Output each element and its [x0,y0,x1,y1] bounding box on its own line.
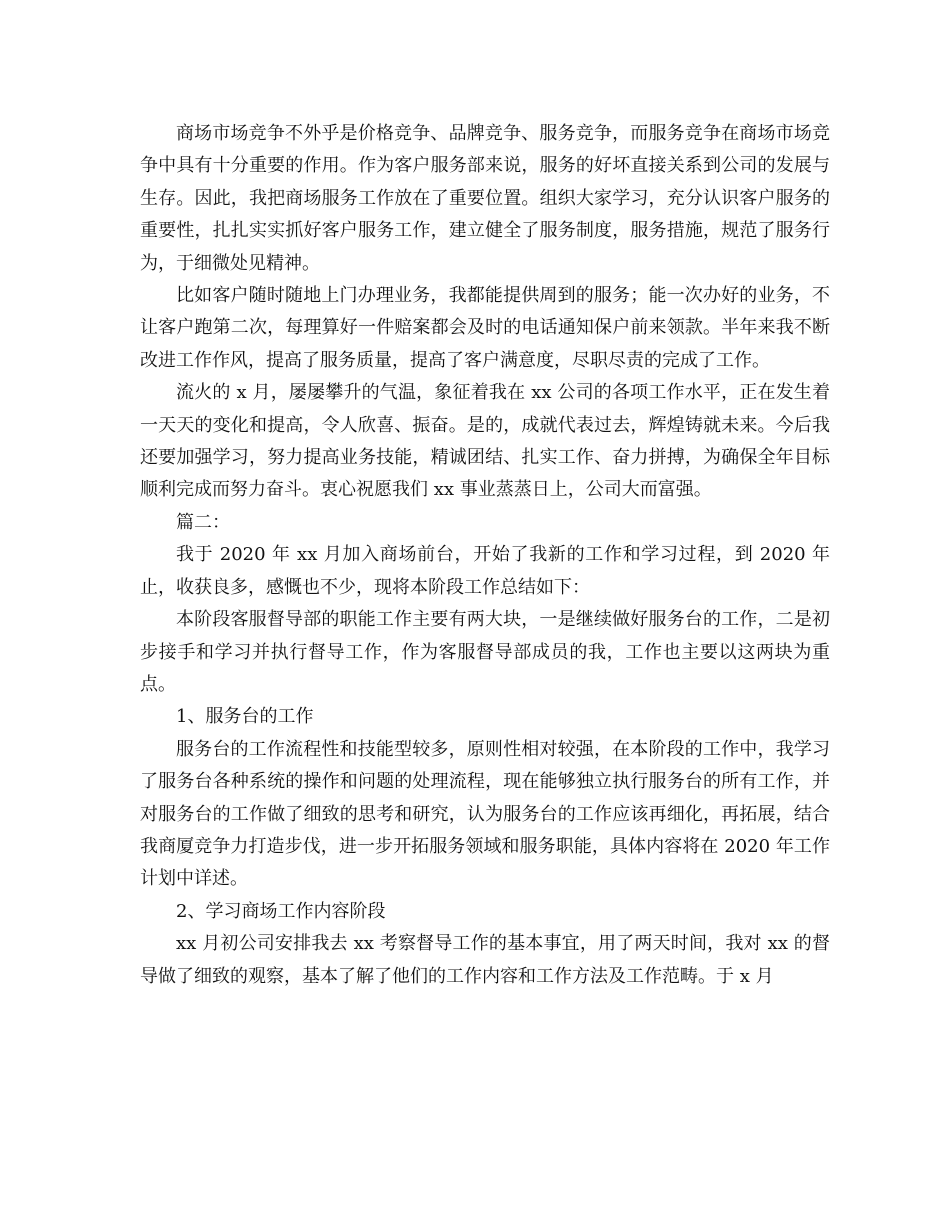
paragraph-department-duties: 本阶段客服督导部的职能工作主要有两大块，一是继续做好服务台的工作，二是初步接手和学习并执行督导工作，作为客服督导部成员的我，工作也主要以这两块为重点。 [140,609,830,695]
paragraph-inspection-trip: xx 月初公司安排我去 xx 考察督导工作的基本事宜，用了两天时间，我对 xx 的督导做了细致的观察，基本了解了他们的工作内容和工作方法及工作范畴。于 x 月 [140,933,830,987]
subheading-learning-phase: 2、学习商场工作内容阶段 [176,900,386,922]
paragraph-service-desk-details: 服务台的工作流程性和技能型较多，原则性相对较强，在本阶段的工作中，我学习了服务台各种系统的操作和问题的处理流程，现在能够独立执行服务台的所有工作，并对服务台的工作做了细致的思考和研究，认为服务台的工作应该再细化，再拓展，结合我商厦竞争力打造步伐，进一步开拓服务领域和服务职能，具体内容将在 2020 年工作计划中详述。 [140,738,830,890]
section-heading-part-two: 篇二： [176,511,230,533]
document-page [140,118,830,993]
paragraph-service-competition: 商场市场竞争不外乎是价格竞争、品牌竞争、服务竞争，而服务竞争在商场市场竞争中具有十分重要的作用。作为客户服务部来说，服务的好坏直接关系到公司的发展与生存。因此，我把商场服务工作放在了重要位置。组织大家学习，充分认识客户服务的重要性，扎扎实实抓好客户服务工作，建立健全了服务制度，服务措施，规范了服务行为，于细微处见精神。 [140,123,830,274]
paragraph-joined-front-desk: 我于 2020 年 xx 月加入商场前台，开始了我新的工作和学习过程，到 2020 年止，收获良多，感慨也不少，现将本阶段工作总结如下： [140,544,830,598]
paragraph-customer-service-example: 比如客户随时随地上门办理业务，我都能提供周到的服务；能一次办好的业务，不让客户跑第二次，每理算好一件赔案都会及时的电话通知保户前来领款。半年来我不断改进工作作风，提高了服务质量，提高了客户满意度，尽职尽责的完成了工作。 [140,285,830,371]
paragraph-future-outlook: 流火的 x 月，屡屡攀升的气温，象征着我在 xx 公司的各项工作水平，正在发生着一天天的变化和提高，令人欣喜、振奋。是的，成就代表过去，辉煌铸就未来。今后我还要加强学习，努力提高业务技能，精诚团结、扎实工作、奋力拼搏，为确保全年目标顺利完成而努力奋斗。衷心祝愿我们 xx 事业蒸蒸日上，公司大而富强。 [140,382,830,501]
subheading-service-desk-work: 1、服务台的工作 [176,706,314,728]
